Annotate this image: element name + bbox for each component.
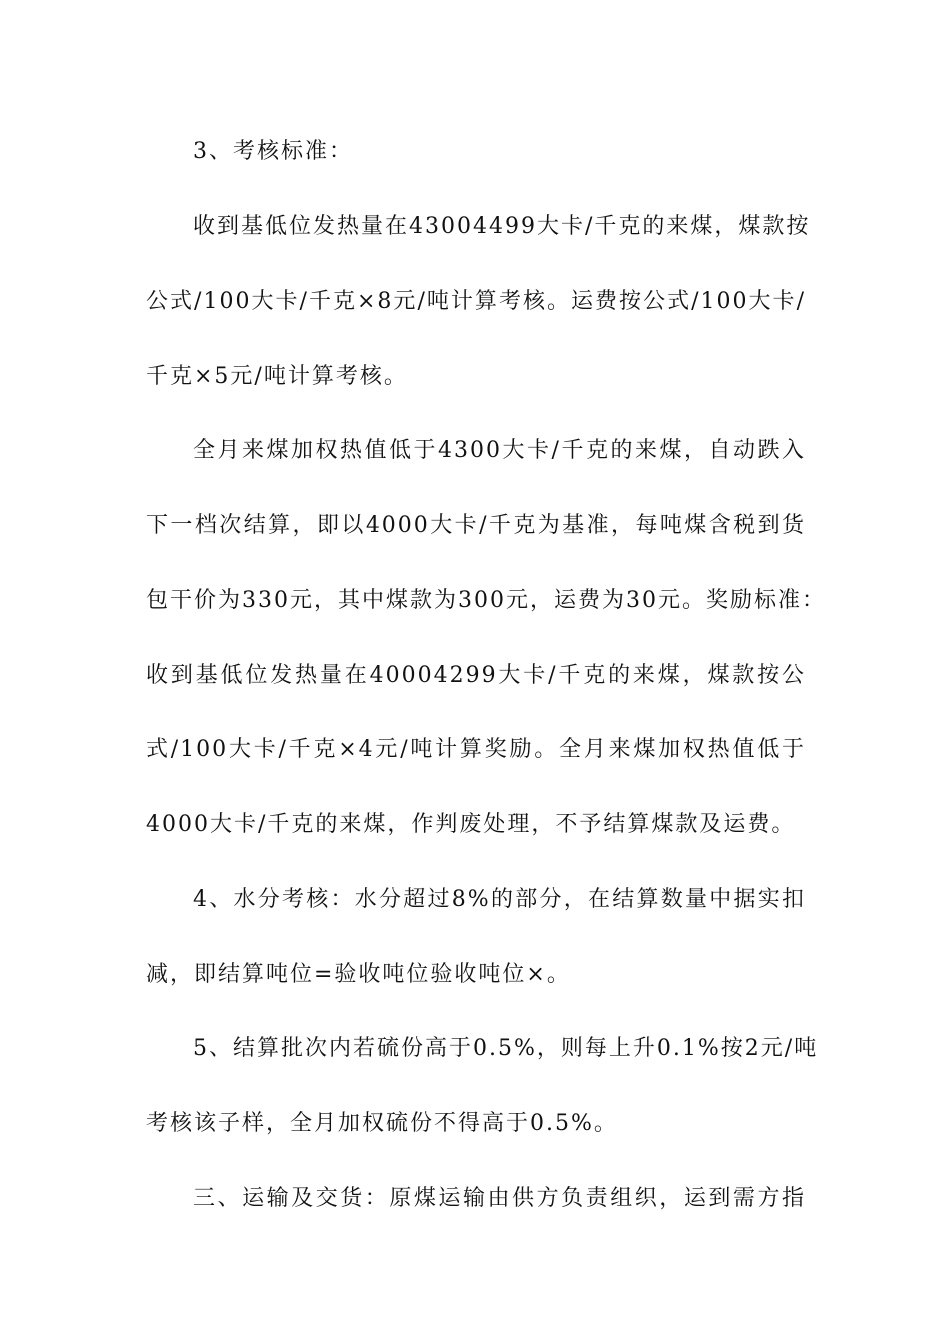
paragraph-line-4: 千克×5元/吨计算考核。 xyxy=(146,364,408,389)
paragraph-line-12: 减，即结算吨位=验收吨位验收吨位×。 xyxy=(146,962,571,987)
paragraph-line-7: 包干价为330元，其中煤款为300元，运费为30元。奖励标准： xyxy=(146,588,826,613)
paragraph-line-2: 收到基低位发热量在43004499大卡/千克的来煤，煤款按 xyxy=(193,214,811,239)
paragraph-line-5: 全月来煤加权热值低于4300大卡/千克的来煤，自动跌入 xyxy=(193,438,806,463)
paragraph-line-10: 4000大卡/千克的来煤，作判废处理，不予结算煤款及运费。 xyxy=(146,812,796,837)
paragraph-line-8: 收到基低位发热量在40004299大卡/千克的来煤，煤款按公 xyxy=(146,663,806,688)
paragraph-line-3: 公式/100大卡/千克×8元/吨计算考核。运费按公式/100大卡/ xyxy=(146,289,806,314)
paragraph-line-6: 下一档次结算，即以4000大卡/千克为基准，每吨煤含税到货 xyxy=(146,513,806,538)
paragraph-line-1: 3、考核标准： xyxy=(193,139,353,164)
paragraph-line-14: 考核该子样，全月加权硫份不得高于0.5%。 xyxy=(146,1111,618,1136)
paragraph-line-9: 式/100大卡/千克×4元/吨计算奖励。全月来煤加权热值低于 xyxy=(146,737,806,762)
paragraph-line-13: 5、结算批次内若硫份高于0.5%，则每上升0.1%按2元/吨 xyxy=(193,1036,819,1061)
paragraph-line-11: 4、水分考核：水分超过8%的部分，在结算数量中据实扣 xyxy=(193,887,806,912)
paragraph-line-15: 三、运输及交货：原煤运输由供方负责组织，运到需方指 xyxy=(193,1186,806,1211)
